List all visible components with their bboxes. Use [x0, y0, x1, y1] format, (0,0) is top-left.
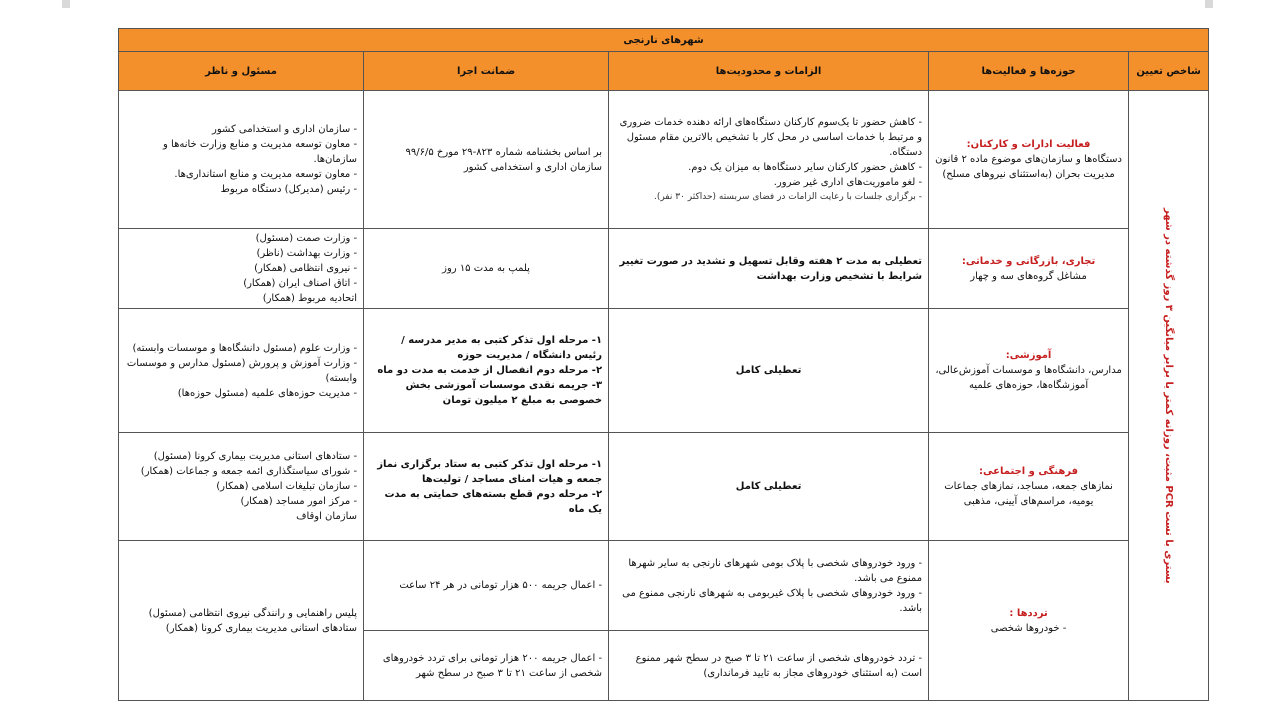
responsible-item: اتحادیه مربوط (همکار)	[262, 293, 358, 304]
table-row	[119, 433, 1209, 541]
guarantee-cell	[364, 541, 609, 631]
restriction-item: - ورود خودروهای شخصی با پلاک بومی شهرهای نارنجی به سایر شهرها ممنوع می باشد.	[628, 557, 923, 584]
responsible-item: - ستادهای استانی مدیریت بیماری کرونا (مسئول)	[153, 451, 358, 462]
area-cell	[929, 91, 1129, 229]
restriction-item: - برگزاری جلسات با رعایت الزامات در فضای سربسته (حداکثر ۳۰ نفر).	[653, 191, 923, 202]
viewer-corner-right	[1205, 0, 1213, 8]
header-areas: حوزه‌ها و فعالیت‌ها	[929, 52, 1129, 91]
area-body: - خودروها شخصی	[990, 622, 1067, 634]
responsible-item: - سازمان اداری و استخدامی کشور	[212, 124, 358, 135]
responsible-item: - مرکز امور مساجد (همکار)	[240, 496, 358, 507]
table-row	[119, 229, 1209, 309]
responsible-item: - شورای سیاستگذاری ائمه جمعه و جماعات (همکار)	[140, 466, 358, 477]
restriction-item: تعطیلی به مدت ۲ هفته وقابل تسهیل و تشدید در صورت تغییر شرایط با تشخیص وزارت بهداشت	[619, 255, 923, 282]
area-title: تجاری، بازرگانی و خدماتی:	[961, 255, 1096, 267]
restriction-item: - کاهش حضور کارکنان سایر دستگاه‌ها به میزان یک دوم.	[688, 161, 923, 173]
guarantee-cell	[364, 229, 609, 309]
table-row	[119, 91, 1209, 229]
area-body: دستگاه‌ها و سازمان‌های موضوع ماده ۲ قانون مدیریت بحران (به‌استثنای نیروهای مسلح)	[935, 154, 1122, 180]
guarantee-cell	[364, 309, 609, 433]
responsible-item: - نیروی انتظامی (همکار)	[254, 263, 358, 274]
restrictions-cell	[609, 433, 929, 541]
responsible-cell	[119, 541, 364, 701]
restriction-item: تعطیلی کامل	[735, 481, 802, 492]
area-cell	[929, 433, 1129, 541]
guarantee-item: پلمپ به مدت ۱۵ روز	[442, 263, 530, 274]
header-responsible: مسئول و ناظر	[119, 52, 364, 91]
guarantee-item: ۱- مرحله اول تذکر کتبی به ستاد برگزاری نماز جمعه و هیات امنای مساجد / تولیت‌ها	[377, 458, 603, 485]
restrictions-cell	[609, 309, 929, 433]
restriction-item: - ورود خودروهای شخصی با پلاک غیربومی به شهرهای نارنجی ممنوع می باشد.	[622, 587, 923, 614]
restriction-item: - لغو ماموریت‌های اداری غیر ضرور.	[773, 176, 923, 188]
responsible-item: - معاون توسعه مدیریت و منابع وزارت خانه‌ها و سازمان‌ها.	[163, 139, 358, 165]
area-title: ترددها :	[1009, 607, 1048, 619]
area-body: مشاغل گروه‌های سه و چهار	[970, 270, 1087, 282]
responsible-item: - رئیس (مدیرکل) دستگاه مربوط	[220, 184, 358, 195]
orange-cities-table	[118, 28, 1209, 701]
guarantee-item: ۳- جریمه نقدی موسسات آموزشی بخش خصوصی به مبلغ ۲ میلیون تومان	[405, 380, 603, 406]
responsible-cell	[119, 229, 364, 309]
responsible-item: - معاون توسعه مدیریت و منابع استانداری‌ها.	[174, 169, 358, 180]
area-body: نمازهای جمعه، مساجد، نمازهای جماعات یومیه، مراسم‌های آیینی، مذهبی	[944, 481, 1113, 507]
restrictions-cell	[609, 541, 929, 631]
responsible-cell	[119, 433, 364, 541]
restriction-item: - کاهش حضور تا یک‌سوم کارکنان دستگاه‌های ارائه دهنده خدمات ضروری و مرتبط با خدمات اساسی در محل کار با تشخیص بالاترین مقام مسئول دستگاه.	[619, 116, 923, 158]
responsible-item: - سازمان تبلیغات اسلامی (همکار)	[216, 481, 358, 492]
responsible-cell	[119, 309, 364, 433]
header-guarantee: ضمانت اجرا	[364, 52, 609, 91]
area-body: مدارس، دانشگاه‌ها و موسسات آموزش‌عالی، آموزشگاه‌ها، حوزه‌های علمیه	[935, 365, 1122, 391]
restrictions-cell	[609, 91, 929, 229]
guarantee-item: - اعمال جریمه ۵۰۰ هزار تومانی در هر ۲۴ ساعت	[399, 580, 603, 591]
restrictions-cell	[609, 229, 929, 309]
table-title: شهرهای نارنجی	[119, 29, 1209, 52]
viewer-top-bar	[0, 0, 1280, 8]
area-title: فعالیت ادارات و کارکنان:	[966, 139, 1091, 150]
area-cell	[929, 309, 1129, 433]
indicator-cell	[1129, 91, 1209, 701]
header-restrictions: الزامات و محدودیت‌ها	[609, 52, 929, 91]
document-page	[118, 28, 1208, 695]
area-title: آموزشی:	[1005, 350, 1052, 361]
guarantee-cell	[364, 91, 609, 229]
guarantee-item: بر اساس بخشنامه شماره ۸۲۳-۲۹ مورخ ۹۹/۶/۵	[405, 146, 603, 158]
responsible-cell	[119, 91, 364, 229]
responsible-item: - اتاق اصناف ایران (همکار)	[243, 278, 358, 289]
guarantee-item: - اعمال جریمه ۲۰۰ هزار تومانی برای تردد خودروهای شخصی از ساعت ۲۱ تا ۳ صبح در سطح شهر	[382, 652, 603, 679]
restrictions-cell	[609, 631, 929, 701]
area-cell	[929, 229, 1129, 309]
guarantee-cell	[364, 631, 609, 701]
responsible-item: - وزارت بهداشت (ناظر)	[256, 248, 358, 259]
responsible-item: - وزارت صمت (مسئول)	[255, 233, 358, 244]
guarantee-item: سازمان اداری و استخدامی کشور	[463, 161, 603, 173]
responsible-item: - وزارت علوم (مسئول دانشگاه‌ها و موسسات وابسته)	[132, 342, 358, 354]
responsible-item: پلیس راهنمایی و رانندگی نیروی انتظامی (مسئول)	[148, 607, 358, 619]
guarantee-item: ۱- مرحله اول تذکر کتبی به مدیر مدرسه / رئیس دانشگاه / مدیریت حوزه	[401, 335, 603, 361]
area-title: فرهنگی و اجتماعی:	[979, 466, 1079, 477]
guarantee-item: ۲- مرحله دوم انفصال از خدمت به مدت دو ماه	[377, 365, 603, 376]
viewer-corner-left	[62, 0, 70, 8]
responsible-item: سازمان اوقاف	[296, 511, 358, 522]
restriction-item: تعطیلی کامل	[735, 365, 802, 376]
header-indicator: شاخص تعیین	[1129, 52, 1209, 91]
guarantee-cell	[364, 433, 609, 541]
responsible-item: - مدیریت حوزه‌های علمیه (مسئول حوزه‌ها)	[177, 387, 358, 399]
indicator-text: بستری با تست PCR مثبت، روزانه کمتر یا برابر میانگین ۳ روز گذشته در شهر	[1163, 207, 1175, 584]
responsible-item: - وزارت آموزش و پرورش (مسئول مدارس و موسسات وابسته)	[126, 357, 358, 384]
table-row	[119, 541, 1209, 631]
restriction-item: - تردد خودروهای شخصی از ساعت ۲۱ تا ۳ صبح در سطح شهر ممنوع است (به استثنای خودروهای مجاز به تایید فرمانداری)	[635, 652, 923, 679]
guarantee-item: ۲- مرحله دوم قطع بسته‌های حمایتی به مدت یک ماه	[384, 488, 603, 515]
table-row	[119, 309, 1209, 433]
area-cell	[929, 541, 1129, 701]
responsible-item: ستادهای استانی مدیریت بیماری کرونا (همکار)	[165, 622, 358, 634]
